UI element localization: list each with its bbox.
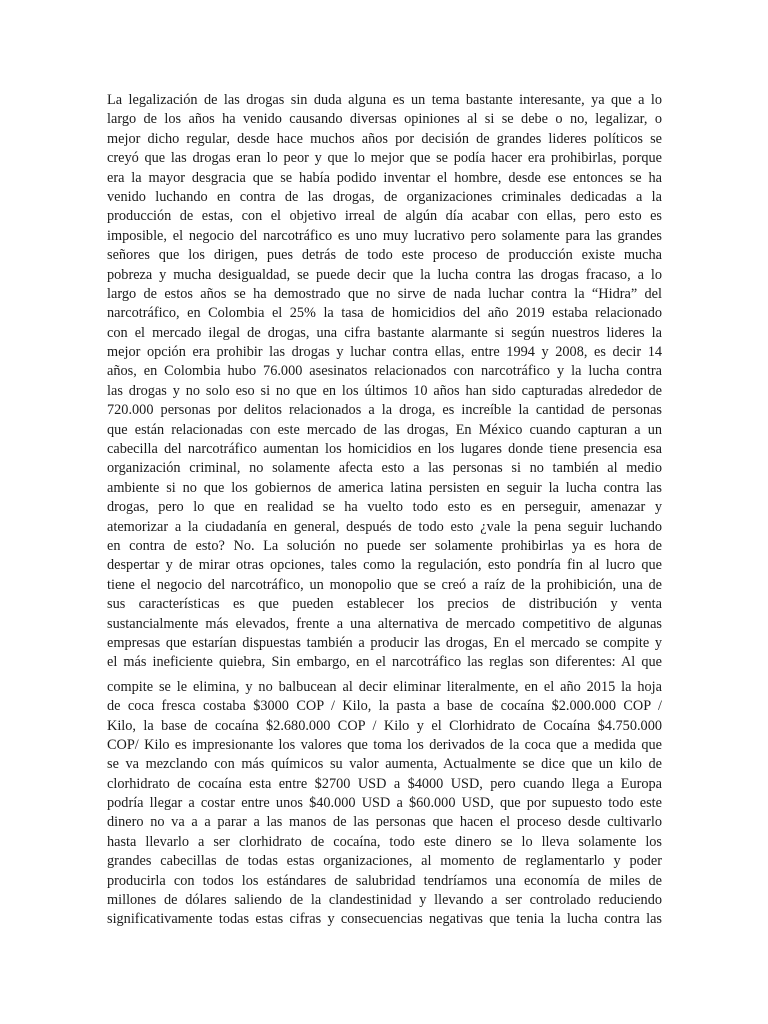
text-line: drogas, pero lo que en realidad se ha vuelto todo esto es en perseguir, amenazar y [107, 499, 662, 516]
text-line: dinero no va a a parar a las manos de las personas que hacen el proceso desde cultivarlo [107, 814, 662, 831]
text-line: pobreza y mucha desigualdad, se puede decir que la lucha contra las drogas fracaso, a lo [107, 266, 662, 283]
text-line: se va mezclando con más químicos su valor aumenta, Actualmente se dice que un kilo de [107, 756, 662, 773]
text-line: Kilo, la base de cocaína $2.680.000 COP / Kilo y el Clorhidrato de Cocaína $4.750.000 [107, 717, 662, 734]
text-line: organización criminal, no solamente afecta esto a las personas si no también al medio [107, 460, 662, 477]
text-line: hasta llevarlo a ser clorhidrato de cocaína, todo este dinero se lo lleva solamente los [107, 833, 662, 850]
text-line: producción de estas, con el objetivo irreal de algún día acabar con ellas, pero esto es [107, 208, 662, 225]
text-line: de coca fresca costaba $3000 COP / Kilo, la pasta a base de cocaína $2.000.000 COP / [107, 698, 662, 715]
text-line: clorhidrato de cocaína esta entre $2700 USD a $4000 USD, pero cuando llega a Europa [107, 775, 662, 792]
text-line: compite se le elimina, y no balbucean al decir eliminar literalmente, en el año 2015 la hoja [107, 678, 662, 695]
text-line: empresas que estarían dispuestas también a producir las drogas, En el mercado se compite y [107, 634, 662, 651]
text-line: largo de estos años se ha demostrado que no sirve de nada luchar contra la “Hidra” del [107, 285, 662, 302]
text-line: grandes cabecillas de todas estas organizaciones, al momento de reglamentarlo y poder [107, 853, 662, 870]
text-line: podría llegar a costar entre unos $40.000 USD a $60.000 USD, que por supuesto todo este [107, 795, 662, 812]
text-line: en contra de esto? No. La solución no puede ser solamente prohibirlas ya es hora de [107, 537, 662, 554]
text-line: ambiente si no que los gobiernos de america latina persisten en seguir la lucha contra las [107, 479, 662, 496]
text-line: señores que los dirigen, pues detrás de todo este proceso de producción existe mucha [107, 247, 662, 264]
text-line: producirla con todos los estándares de salubridad tendríamos una economía de miles de [107, 872, 662, 889]
text-line: el más ineficiente quiebra, Sin embargo, en el narcotráfico las reglas son diferentes: Al que [107, 654, 662, 671]
text-line: imposible, el negocio del narcotráfico es uno muy lucrativo pero solamente para las grandes [107, 227, 662, 244]
text-line: mejor opción era prohibir las drogas y luchar contra ellas, entre 1994 y 2008, es decir 14 [107, 344, 662, 361]
text-line: largo de los años ha venido causando diversas opiniones al si se debe o no, legalizar, o [107, 111, 662, 128]
text-line: años, en Colombia hubo 76.000 asesinatos relacionados con narcotráfico y la lucha contra [107, 363, 662, 380]
text-line: que están relacionadas con este mercado de las drogas, En México cuando capturan a un [107, 421, 662, 438]
text-line: narcotráfico, en Colombia el 25% la tasa de homicidios del año 2019 estaba relacionado [107, 305, 662, 322]
text-line: millones de dólares saliendo de la clandestinidad y llevando a ser controlado reduciendo [107, 892, 662, 909]
text-line: 720.000 personas por delitos relacionados a la droga, es increíble la cantidad de personas [107, 402, 662, 419]
text-line: COP/ Kilo es impresionante los valores que toma los derivados de la coca que a medida que [107, 736, 662, 753]
text-line: atemorizar a la ciudadanía en general, después de todo esto ¿vale la pena seguir luchando [107, 518, 662, 535]
text-line: las drogas y no solo eso si no que en los últimos 10 años han sido capturadas alrededor de [107, 382, 662, 399]
essay-paragraph [107, 91, 662, 930]
text-line: creyó que las drogas eran lo peor y que lo mejor que se podía hacer era prohibirlas, porque [107, 150, 662, 167]
text-line: sustancialmente más elevados, frente a una alternativa de mercado competitivo de algunas [107, 615, 662, 632]
text-line: venido luchando en contra de las drogas, de organizaciones criminales dedicadas a la [107, 188, 662, 205]
text-line: era la mayor desgracia que se había podido inventar el hombre, desde ese entonces se ha [107, 169, 662, 186]
text-line: significativamente todas estas cifras y consecuencias negativas que tenia la lucha contra las [107, 911, 662, 928]
text-line: mejor dicho regular, desde hace muchos años por decisión de grandes lideres políticos se [107, 130, 662, 147]
text-line: cabecilla del narcotráfico aumentan los homicidios en los lugares donde tiene presencia esa [107, 441, 662, 458]
text-line: tiene el negocio del narcotráfico, un monopolio que se creó a raíz de la prohibición, una de [107, 576, 662, 593]
text-line: La legalización de las drogas sin duda alguna es un tema bastante interesante, ya que a lo [107, 92, 662, 108]
text-line: sus características es que pueden establecer los precios de distribución y venta [107, 596, 662, 613]
text-line: despertar y de mirar otras opciones, tales como la regulación, esto pondría fin al lucro que [107, 557, 662, 574]
text-line: con el mercado ilegal de drogas, una cifra bastante alarmante si según nuestros lideres la [107, 324, 662, 341]
